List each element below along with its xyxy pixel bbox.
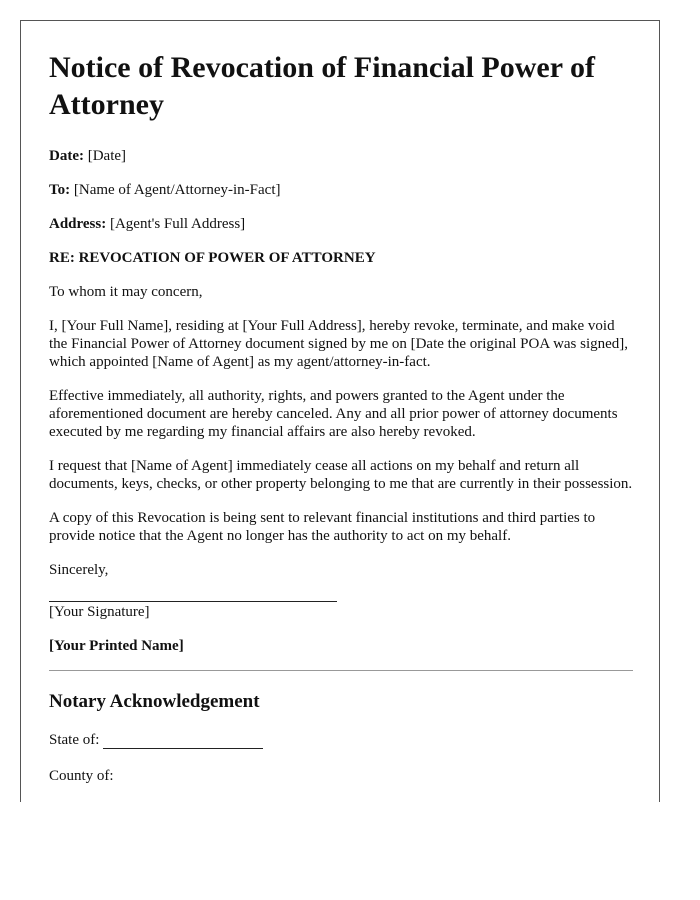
paragraph-effective: Effective immediately, all authority, rights, and powers granted to the Agent under the aforementioned document are hereby canceled. Any and all prior power of attorney documents executed by me regarding my financial affairs are also hereby revoked. bbox=[49, 388, 618, 440]
date-label: Date: bbox=[49, 148, 84, 164]
section-divider bbox=[49, 670, 633, 671]
date-value: [Date] bbox=[87, 148, 127, 164]
salutation: To whom it may concern, bbox=[49, 284, 203, 300]
signature-line bbox=[49, 601, 337, 602]
signature-label: [Your Signature] bbox=[49, 604, 150, 620]
address-value: [Agent's Full Address] bbox=[109, 216, 246, 232]
printed-name: [Your Printed Name] bbox=[49, 638, 184, 654]
re-line: RE: REVOCATION OF POWER OF ATTORNEY bbox=[49, 250, 376, 266]
notary-heading: Notary Acknowledgement bbox=[49, 691, 260, 712]
address-field bbox=[49, 215, 633, 233]
date-field bbox=[49, 147, 633, 165]
state-blank-line bbox=[103, 734, 263, 749]
state-field bbox=[49, 731, 633, 749]
to-label: To: bbox=[49, 182, 71, 198]
document-content bbox=[49, 21, 633, 785]
document-title: Notice of Revocation of Financial Power of Attorney bbox=[49, 51, 595, 121]
state-label: State of: bbox=[49, 732, 100, 748]
address-label: Address: bbox=[49, 216, 107, 232]
paragraph-request: I request that [Name of Agent] immediately cease all actions on my behalf and return all documents, keys, checks, or other property belonging to me that are currently in their possession. bbox=[49, 458, 633, 492]
paragraph-notice: A copy of this Revocation is being sent to relevant financial institutions and third parties to provide notice that the Agent no longer has the authority to act on my behalf. bbox=[49, 510, 596, 544]
to-field bbox=[49, 181, 633, 199]
to-value: [Name of Agent/Attorney-in-Fact] bbox=[73, 182, 281, 198]
paragraph-revocation: I, [Your Full Name], residing at [Your Full Address], hereby revoke, terminate, and make void the Financial Power of Attorney document signed by me on [Date the original POA was signed], which appointed [Name of Agent] as my agent/attorney-in-fact. bbox=[49, 318, 629, 370]
county-label: County of: bbox=[49, 768, 114, 784]
closing: Sincerely, bbox=[49, 562, 109, 578]
county-field bbox=[49, 767, 633, 785]
document-page bbox=[20, 20, 660, 802]
